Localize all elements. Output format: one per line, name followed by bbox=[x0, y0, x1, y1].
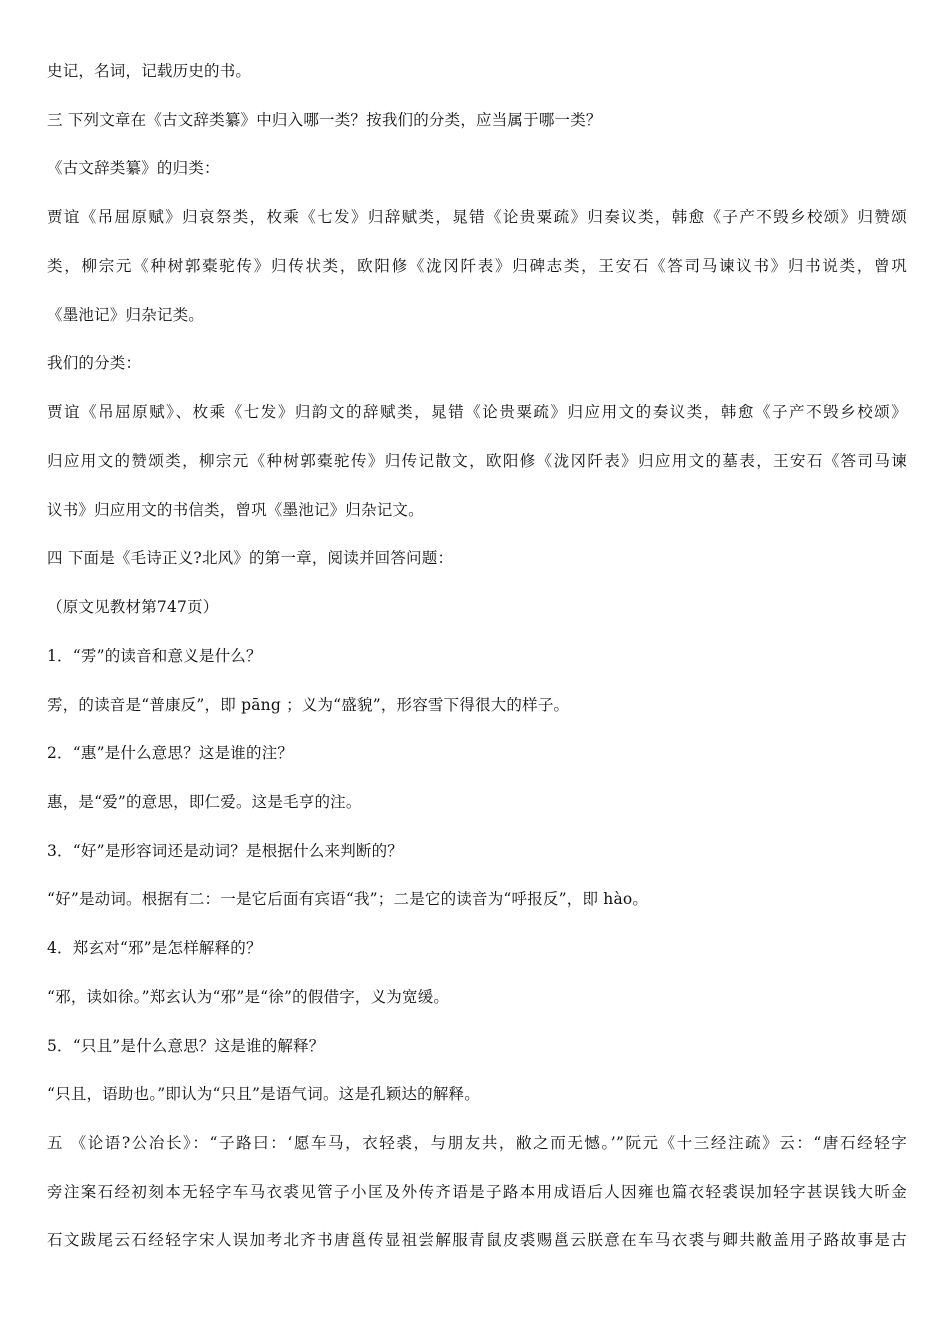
answer-line: 惠，是“爱”的意思，即仁爱。这是毛亨的注。 bbox=[47, 793, 362, 811]
question-line: 1．“雱”的读音和意义是什么？ bbox=[47, 647, 262, 665]
question-line: 2．“惠”是什么意思？这是谁的注？ bbox=[47, 744, 294, 762]
text-line: 贾谊《吊屈原赋》归哀祭类，枚乘《七发》归辞赋类，晁错《论贵粟疏》归奏议类，韩愈《子产不毁乡校颂》归赞颂 bbox=[47, 208, 907, 226]
text-line: 《古文辞类纂》的归类： bbox=[47, 159, 220, 177]
answer-line: “邪，读如徐。”郑玄认为“邪”是“徐”的假借字，义为宽缓。 bbox=[47, 988, 450, 1006]
text-line: 史记，名词，记载历史的书。 bbox=[47, 62, 252, 80]
section-heading: 四 下面是《毛诗正义?北风》的第一章，阅读并回答问题： bbox=[47, 549, 454, 567]
text-line: 《墨池记》归杂记类。 bbox=[47, 306, 205, 324]
text-line: 贾谊《吊屈原赋》、枚乘《七发》归韵文的辞赋类，晁错《论贵粟疏》归应用文的奏议类，韩愈《子产不毁乡校颂》 bbox=[47, 403, 907, 421]
text-line: 旁注案石经初刻本无轻字车马衣裘见管子小匡及外传齐语是子路本用成语后人因雍也篇衣轻裘误加轻字甚误钱大昕金 bbox=[47, 1183, 907, 1201]
question-line: 4．郑玄对“邪”是怎样解释的？ bbox=[47, 939, 262, 957]
answer-line: “好”是动词。根据有二：一是它后面有宾语“我”；二是它的读音为“呼报反”，即 hào。 bbox=[47, 890, 649, 908]
text-line: 类，柳宗元《种树郭橐驼传》归传状类，欧阳修《泷冈阡表》归碑志类，王安石《答司马谏议书》归书说类，曾巩 bbox=[47, 257, 907, 275]
text-line: 议书》归应用文的书信类，曾巩《墨池记》归杂记文。 bbox=[47, 501, 424, 519]
section-heading: 五 《论语?公冶长》：“子路曰：‘愿车马，衣轻裘，与朋友共，敝之而无憾。’”阮元《十三经注疏》云：“唐石经轻字 bbox=[47, 1134, 907, 1152]
text-line: （原文见教材第747页） bbox=[47, 598, 219, 616]
answer-line: “只且，语助也。”即认为“只且”是语气词。这是孔颖达的解释。 bbox=[47, 1085, 480, 1103]
answer-line: 雱，的读音是“普康反”，即 pāng ；义为“盛貌”，形容雪下得很大的样子。 bbox=[47, 696, 570, 714]
text-line: 归应用文的赞颂类，柳宗元《种树郭橐驼传》归传记散文，欧阳修《泷冈阡表》归应用文的墓表，王安石《答司马谏 bbox=[47, 452, 907, 470]
question-line: 5．“只且”是什么意思？这是谁的解释？ bbox=[47, 1037, 325, 1055]
text-line: 石文跋尾云石经轻字宋人误加考北齐书唐邕传显祖尝解服青鼠皮裘赐邕云朕意在车马衣裘与卿共敝盖用子路故事是古 bbox=[47, 1231, 907, 1249]
section-heading: 三 下列文章在《古文辞类纂》中归入哪一类？按我们的分类，应当属于哪一类？ bbox=[47, 111, 602, 129]
question-line: 3．“好”是形容词还是动词？是根据什么来判断的？ bbox=[47, 842, 404, 860]
text-line: 我们的分类： bbox=[47, 354, 142, 372]
